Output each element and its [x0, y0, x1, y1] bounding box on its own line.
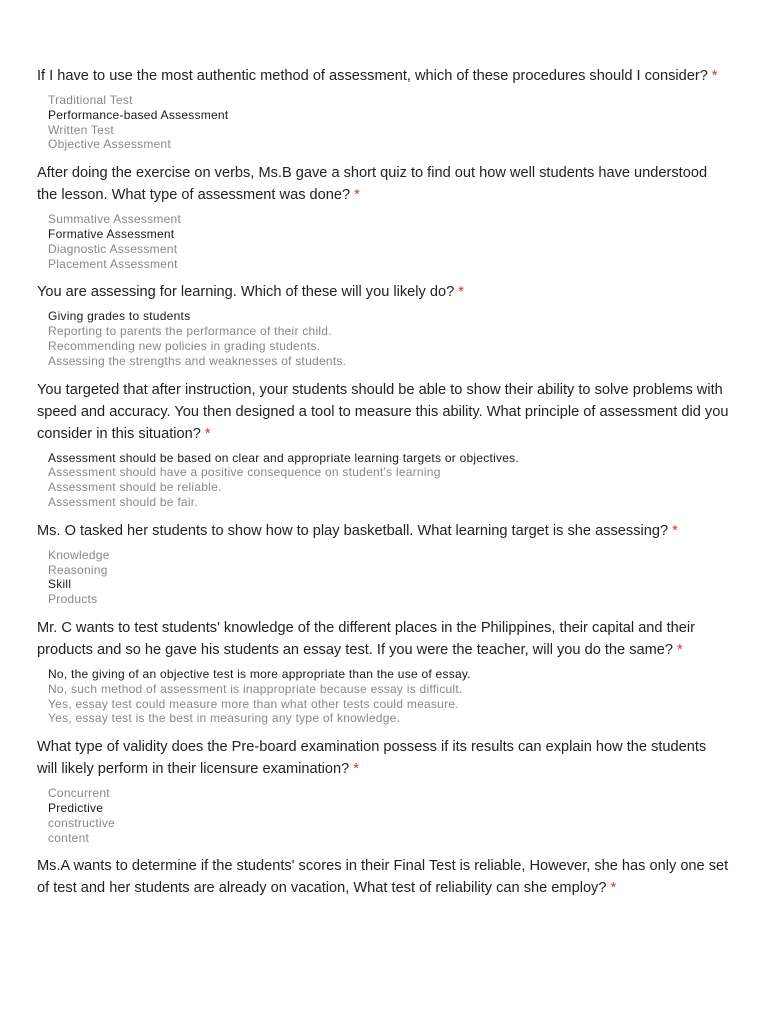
answer-option[interactable]: Yes, essay test is the best in measuring any type of knowledge. [48, 711, 401, 726]
answer-option[interactable]: Objective Assessment [48, 137, 172, 152]
question-block [37, 379, 730, 510]
question-block [37, 162, 730, 271]
question-label: Mr. C wants to test students' knowledge of the different places in the Philippines, their capital and their products and so he gave his students an essay test. If you were the teacher, will you do the same? [37, 619, 695, 658]
question-label: Ms. O tasked her students to show how to play basketball. What learning target is she assessing? [37, 522, 669, 539]
question-label: What type of validity does the Pre-board examination possess if its results can explain how the students will likely perform in their licensure examination? [37, 739, 707, 778]
answer-option-selected[interactable]: Performance-based Assessment [48, 107, 229, 122]
question-block [37, 65, 730, 152]
answer-option-selected[interactable]: Giving grades to students [48, 309, 191, 324]
question-label: If I have to use the most authentic method of assessment, which of these procedures should I consider? [37, 68, 708, 84]
answer-options [48, 667, 730, 726]
answer-options [48, 309, 730, 368]
answer-option[interactable]: constructive [48, 815, 116, 830]
answer-option[interactable]: Yes, essay test could measure more than what other tests could measure. [48, 696, 459, 711]
question-block [37, 281, 730, 368]
required-asterisk: * [458, 284, 464, 301]
question-text [37, 617, 730, 661]
required-asterisk: * [353, 761, 359, 778]
required-asterisk: * [711, 68, 718, 84]
required-asterisk: * [354, 187, 360, 204]
answer-option-selected[interactable]: Assessment should be based on clear and appropriate learning targets or objectives. [48, 450, 520, 465]
answer-option[interactable]: Concurrent [48, 786, 110, 801]
answer-option[interactable]: Traditional Test [48, 93, 133, 107]
question-block [37, 736, 730, 845]
required-asterisk: * [677, 641, 683, 658]
answer-option-selected[interactable]: Predictive [48, 800, 104, 815]
question-text [37, 162, 730, 206]
answer-options [48, 212, 730, 271]
question-label: You are assessing for learning. Which of these will you likely do? [37, 284, 455, 301]
answer-option[interactable]: Products [48, 592, 98, 607]
answer-option[interactable]: Placement Assessment [48, 256, 178, 271]
answer-option[interactable]: Assessment should be fair. [48, 494, 198, 509]
answer-option[interactable]: Assessment should be reliable. [48, 480, 222, 495]
answer-option-selected[interactable]: Skill [48, 577, 72, 592]
answer-option[interactable]: No, such method of assessment is inappropriate because essay is difficult. [48, 681, 463, 696]
answer-options [48, 93, 730, 152]
answer-option[interactable]: Reasoning [48, 562, 108, 577]
answer-options [48, 451, 730, 510]
question-text [37, 65, 730, 87]
question-label: You targeted that after instruction, your students should be able to show their ability to solve problems with speed and accuracy. You then designed a tool to measure this ability. What principle of assessment did you consider in this situation? [37, 381, 729, 442]
question-list [37, 0, 730, 899]
question-text [37, 736, 730, 780]
answer-option[interactable]: Assessment should have a positive consequence on student's learning [48, 465, 441, 480]
answer-option-selected[interactable]: No, the giving of an objective test is more appropriate than the use of essay. [48, 666, 471, 681]
question-text [37, 379, 730, 445]
answer-option-selected[interactable]: Formative Assessment [48, 226, 175, 241]
answer-options [48, 786, 730, 845]
required-asterisk: * [672, 522, 678, 539]
question-block [37, 617, 730, 726]
required-asterisk: * [204, 425, 211, 442]
answer-option[interactable]: Written Test [48, 122, 114, 137]
question-block [37, 855, 730, 899]
answer-option[interactable]: content [48, 830, 90, 845]
answer-option[interactable]: Diagnostic Assessment [48, 241, 178, 256]
question-text [37, 520, 730, 542]
answer-option[interactable]: Recommending new policies in grading students. [48, 338, 321, 353]
question-text [37, 281, 730, 303]
question-text [37, 855, 730, 899]
answer-options [48, 548, 730, 607]
answer-option[interactable]: Reporting to parents the performance of their child. [48, 324, 332, 339]
question-label: Ms.A wants to determine if the students' scores in their Final Test is reliable, However, she has only one set of test and her students are already on vacation, What test of reliability can she employ? [37, 858, 729, 897]
required-asterisk: * [610, 880, 617, 897]
question-label: After doing the exercise on verbs, Ms.B gave a short quiz to find out how well students have understood the lesson. What type of assessment was done? [37, 165, 708, 204]
question-block [37, 520, 730, 607]
answer-option[interactable]: Summative Assessment [48, 212, 182, 227]
answer-option[interactable]: Assessing the strengths and weaknesses of students. [48, 353, 347, 368]
answer-option[interactable]: Knowledge [48, 547, 110, 562]
